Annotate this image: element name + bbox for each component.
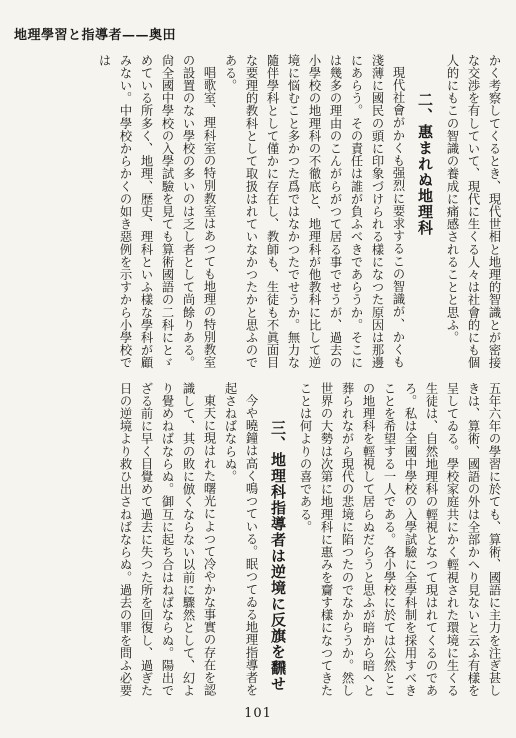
section-heading: 三、地理科指導者は逆境に反旗を飜せ: [269, 419, 287, 692]
paragraph: 今や曉鐘は高く鳴つている。眠つてゐる地理指導者を起さねばならぬ。: [223, 382, 258, 697]
text-body: [24, 44, 504, 700]
page-number: 101: [244, 706, 272, 721]
running-head: 地理學習と指導者——奥田: [14, 28, 177, 43]
section-heading: 二、惠まれぬ地理科: [416, 91, 434, 236]
paragraph: 現代社會がかくも强烈に要求するこの智識が、かくも淺薄に國民の頭に印象づけられる樣になつた原因は那邊にあらう。その責任は誰が負ふべきであらうか。そこには幾多の理由のこんがらがつて居る事でせうが、過去の小學校の地理科の不徹底と、地理科が他教科に比して逆境に悩むこと多かつた爲ではなかつたでせうか。無力な隨伴學科として僅かに存在し、教師も、生徒も不眞面目な要理的教科として取扱はれていなかつたかと思ふのである。: [223, 54, 405, 369]
paragraph: かく考察してくるとき、現代世相と地理的智識とが密接な交渉を有していて、現代に生くる人々は社會的にも個人的にもこの智識の養成に痛感されることと思ふ。: [445, 54, 501, 369]
upper-text-band: [24, 44, 504, 374]
paragraph: 東天に現はれた曙光によつて冷やかな事實の存在を認識して、其の敗に倣くならない以前に驟然として、幻より覺めねばならぬ。御互に起ち合はねばならぬ。陽出でざる前に早く目覺めて過去に失つた所を回復し、過ぎた日の逆境より救ひ出さねばならぬ。過去の罪を問ふ必要: [118, 382, 216, 697]
lower-text-band: [24, 374, 504, 700]
paragraph: 唱歌室、理科室の特別教室はあつても地理の特別教室の設置のない學校の多いのは乏し者として尚餘りある。尙全國中學校の入學試驗を見ても算術國語の二科にとゞめている所多く、地理、歴史、理科といふ樣な學科が顧みない。中學校からかくの如き惡例を示すから小學校では: [97, 54, 216, 369]
paragraph: 五年六年の學習に於ても、算術、國語に主力を注ぎ甚しきは、算術、國語の外は全部かへり見ないと云ふ有樣を呈してゐる。學校家庭共にかく輕視された環境に生くる生徒は、自然地理科の輕視となつて現はれてくるのであろ。私は全國中學校の入學試驗に全學科制を採用すべきことを希望する一人である。各小學校に於ては公然とこの地理科を輕視して居らぬだらうと思ふが暗から暗へと葬られながら現代の悲境に陷つたのでなからうか。然し世界の大勢は次第に地理科に惠みを齎す樣になつてきたことは何よりの喜である。: [298, 382, 501, 697]
